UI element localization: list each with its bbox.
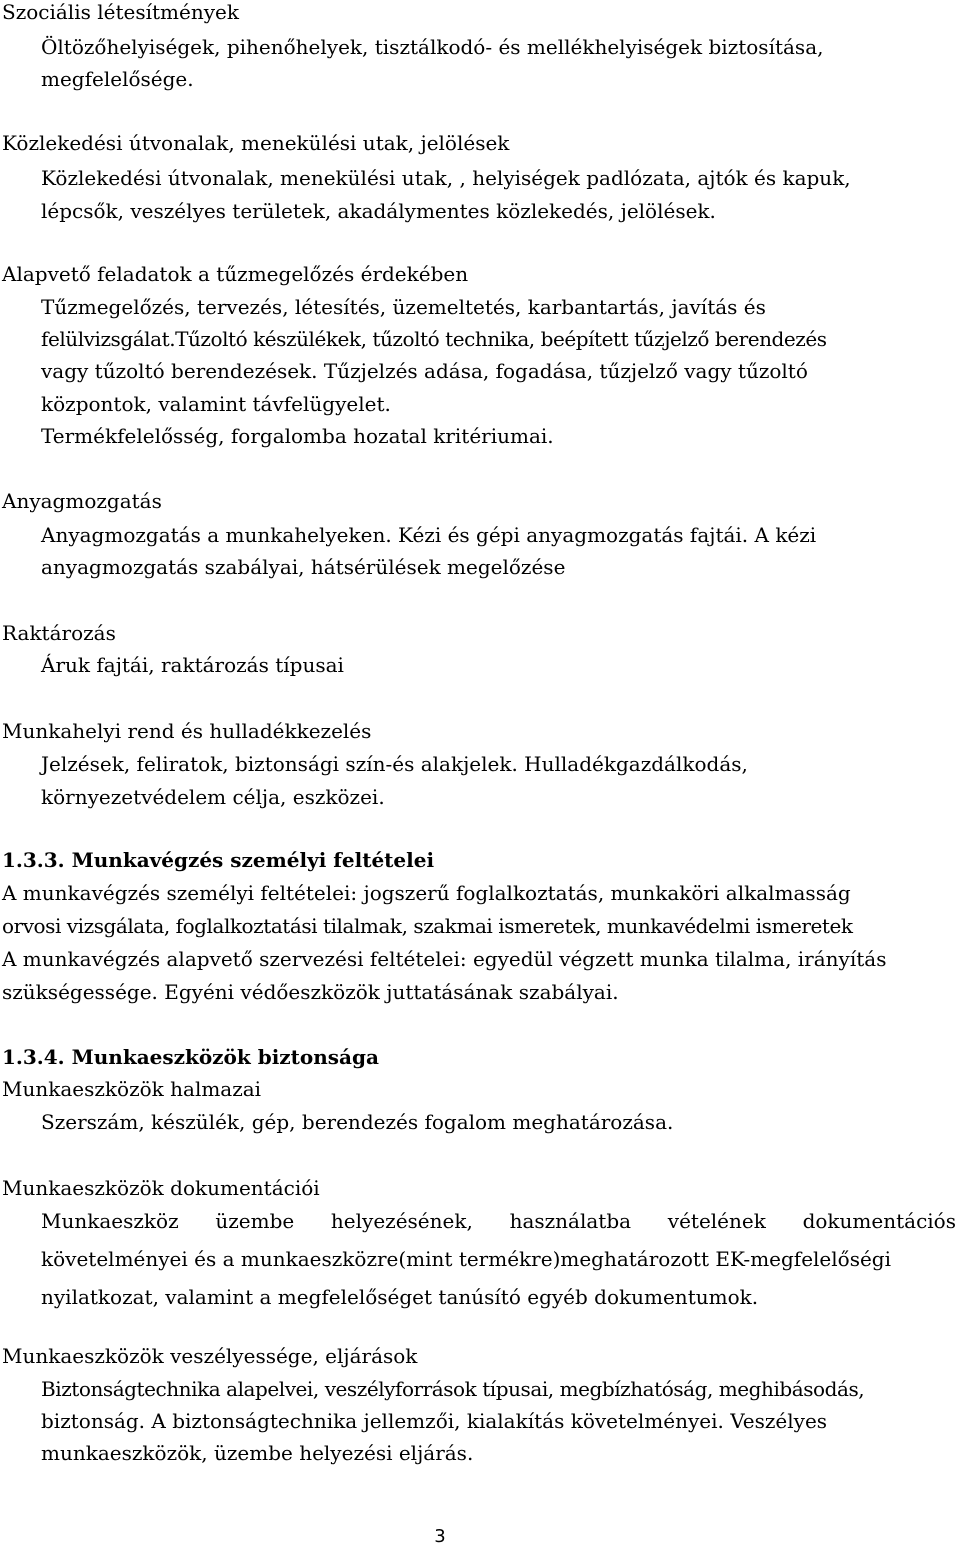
word: dokumentációs — [802, 1209, 956, 1233]
chapter-number: 1.3.3. — [2, 848, 65, 872]
body-line: orvosi vizsgálata, foglalkoztatási tilalmak, szakmai ismeretek, munkavédelmi ismeretek — [2, 914, 853, 938]
section-heading: Közlekedési útvonalak, menekülési utak, jelölések — [2, 131, 510, 155]
chapter-title: Munkaeszközök biztonsága — [71, 1045, 379, 1069]
section-heading: Munkahelyi rend és hulladékkezelés — [2, 719, 372, 743]
body-line: lépcsők, veszélyes területek, akadálymentes közlekedés, jelölések. — [41, 199, 716, 223]
word: Munkaeszköz — [41, 1209, 179, 1233]
chapter-heading-134 — [2, 1045, 379, 1069]
section-heading: Raktározás — [2, 621, 116, 645]
body-line: központok, valamint távfelügyelet. — [41, 392, 391, 416]
section-heading: Munkaeszközök veszélyessége, eljárások — [2, 1344, 418, 1368]
body-line: nyilatkozat, valamint a megfelelőséget tanúsító egyéb dokumentumok. — [41, 1285, 759, 1309]
body-line: Tűzmegelőzés, tervezés, létesítés, üzemeltetés, karbantartás, javítás és — [41, 295, 766, 319]
word: vételének — [667, 1209, 766, 1233]
body-line: Áruk fajtái, raktározás típusai — [41, 653, 344, 677]
body-line: Biztonságtechnika alapelvei, veszélyforrások típusai, megbízhatóság, meghibásodás, — [41, 1377, 865, 1401]
body-line: szükségessége. Egyéni védőeszközök juttatásának szabályai. — [2, 980, 619, 1004]
word: helyezésének, — [330, 1209, 473, 1233]
body-line: követelményei és a munkaeszközre(mint termékre)meghatározott EK-megfelelőségi — [41, 1247, 891, 1271]
chapter-heading-133 — [2, 848, 434, 872]
body-line: A munkavégzés alapvető szervezési feltételei: egyedül végzett munka tilalma, irányítás — [2, 947, 887, 971]
body-line: anyagmozgatás szabályai, hátsérülések megelőzése — [41, 555, 566, 579]
body-line: biztonság. A biztonságtechnika jellemzői, kialakítás követelményei. Veszélyes — [41, 1409, 828, 1433]
body-line: Öltözőhelyiségek, pihenőhelyek, tisztálkodó- és mellékhelyiségek biztosítása, — [41, 35, 824, 59]
body-line: Szerszám, készülék, gép, berendezés fogalom meghatározása. — [41, 1110, 674, 1134]
word: használatba — [509, 1209, 632, 1233]
body-line: Közlekedési útvonalak, menekülési utak, , helyiségek padlózata, ajtók és kapuk, — [41, 166, 851, 190]
chapter-title: Munkavégzés személyi feltételei — [71, 848, 435, 872]
body-line: Anyagmozgatás a munkahelyeken. Kézi és gépi anyagmozgatás fajtái. A kézi — [41, 523, 817, 547]
section-heading: Munkaeszközök dokumentációi — [2, 1176, 320, 1200]
body-line: felülvizsgálat.Tűzoltó készülékek, tűzoltó technika, beépített tűzjelző berendezés — [41, 327, 827, 351]
chapter-number: 1.3.4. — [2, 1045, 65, 1069]
word: üzembe — [215, 1209, 295, 1233]
section-heading: Alapvető feladatok a tűzmegelőzés érdekében — [2, 262, 469, 286]
body-line: Jelzések, feliratok, biztonsági szín-és alakjelek. Hulladékgazdálkodás, — [41, 752, 748, 776]
body-line: vagy tűzoltó berendezések. Tűzjelzés adása, fogadása, tűzjelző vagy tűzoltó — [41, 359, 808, 383]
body-line: A munkavégzés személyi feltételei: jogszerű foglalkoztatás, munkaköri alkalmasság — [2, 881, 851, 905]
justified-body-line — [41, 1209, 956, 1233]
section-heading: Anyagmozgatás — [2, 489, 162, 513]
section-heading: Szociális létesítmények — [2, 0, 239, 24]
section-heading: Munkaeszközök halmazai — [2, 1077, 262, 1101]
body-line: Termékfelelősség, forgalomba hozatal kritériumai. — [41, 424, 554, 448]
body-line: megfelelősége. — [41, 67, 194, 91]
page-number: 3 — [434, 1526, 446, 1547]
body-line: munkaeszközök, üzembe helyezési eljárás. — [41, 1441, 474, 1465]
body-line: környezetvédelem célja, eszközei. — [41, 785, 385, 809]
